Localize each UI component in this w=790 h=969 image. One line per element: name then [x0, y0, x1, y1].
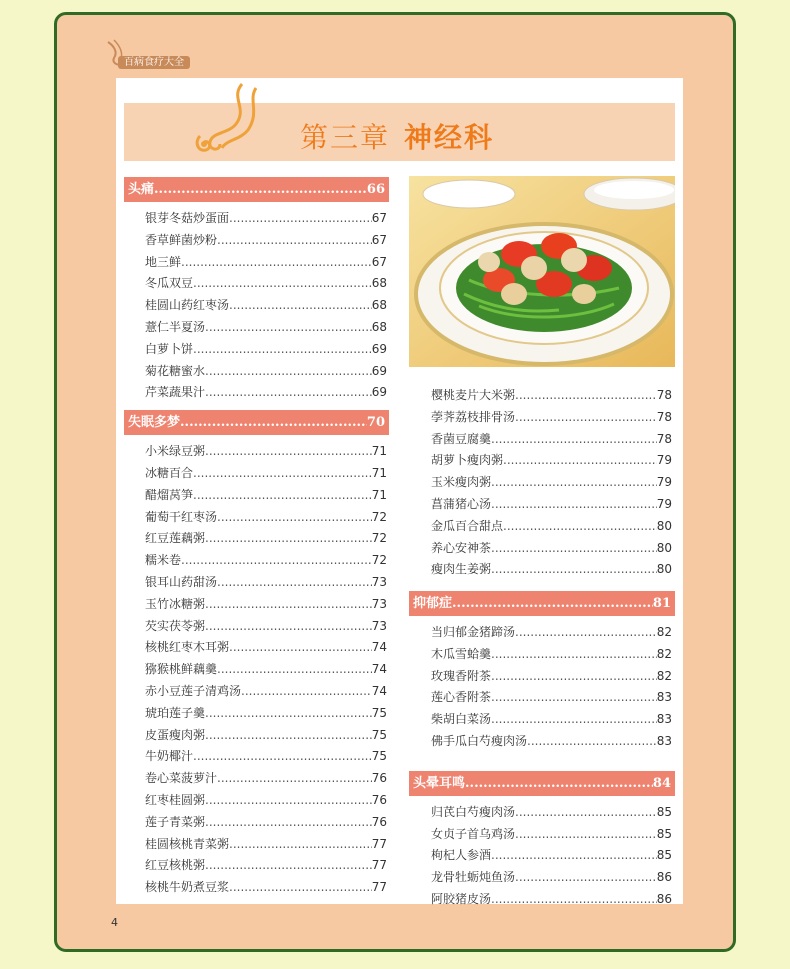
dot-leader	[193, 273, 372, 293]
toc-entry[interactable]	[431, 867, 672, 887]
entry-page: 75	[371, 749, 387, 764]
toc-entry[interactable]	[431, 494, 672, 514]
dot-leader	[515, 824, 657, 844]
toc-entry[interactable]	[145, 273, 387, 293]
dot-leader	[193, 485, 372, 505]
toc-entry[interactable]	[431, 845, 672, 865]
dot-leader	[217, 659, 372, 679]
dot-leader	[154, 177, 367, 202]
dot-leader	[491, 666, 657, 686]
entry-title: 地三鲜	[145, 254, 182, 269]
entry-title: 木瓜雪蛤羹	[431, 646, 492, 661]
toc-entry[interactable]	[431, 824, 672, 844]
entry-page: 67	[371, 211, 387, 225]
entry-page: 71	[371, 466, 387, 480]
entry-title: 枸杞人参酒	[431, 848, 492, 863]
toc-entry[interactable]	[431, 538, 672, 558]
entry-title: 香菌豆腐羹	[431, 431, 492, 446]
toc-entry[interactable]	[431, 429, 672, 449]
toc-entry[interactable]	[145, 528, 387, 548]
dot-leader	[241, 681, 372, 701]
entry-page: 86	[656, 892, 672, 906]
entry-page: 69	[371, 341, 387, 356]
section-header[interactable]	[124, 177, 389, 202]
entry-page: 74	[371, 662, 387, 677]
entry-title: 金瓜百合甜点	[431, 518, 504, 533]
entry-page: 72	[371, 509, 387, 524]
dot-leader	[205, 725, 372, 745]
entry-title: 胡萝卜瘦肉粥	[431, 453, 504, 468]
entry-page: 73	[371, 596, 387, 611]
entry-title: 银芽冬菇炒蛋面	[145, 211, 230, 225]
dot-leader	[229, 834, 372, 854]
entry-title: 莲子青菜粥	[145, 814, 206, 829]
toc-entry[interactable]	[145, 252, 387, 272]
toc-entry[interactable]	[145, 768, 387, 788]
dot-leader	[205, 361, 372, 381]
dot-leader	[205, 317, 372, 337]
dot-leader	[205, 703, 372, 723]
entry-page: 71	[371, 487, 387, 502]
toc-entry[interactable]	[431, 472, 672, 492]
dot-leader	[205, 594, 372, 614]
dot-leader	[503, 450, 657, 470]
toc-entry[interactable]	[431, 559, 672, 579]
toc-entry[interactable]	[145, 834, 387, 854]
entry-title: 卷心菜菠萝汁	[145, 771, 218, 786]
entry-page: 77	[371, 858, 387, 873]
toc-entry[interactable]	[145, 637, 387, 657]
entry-title: 玫瑰香附茶	[431, 668, 492, 683]
dot-leader	[515, 622, 657, 642]
chapter-name: 神经科	[404, 121, 495, 154]
dot-leader	[181, 252, 372, 272]
dot-leader	[515, 385, 657, 405]
entry-title: 玉米瘦肉粥	[431, 475, 492, 490]
entry-page: 77	[371, 836, 387, 851]
dot-leader	[515, 802, 657, 822]
dot-leader	[205, 441, 372, 461]
entry-page: 77	[371, 880, 387, 895]
entry-page: 72	[371, 553, 387, 568]
entry-page: 82	[656, 668, 672, 683]
entry-page: 85	[656, 848, 672, 863]
entry-page: 69	[371, 363, 387, 378]
section-page: 66	[366, 182, 385, 197]
section-page: 84	[652, 775, 671, 791]
toc-entry[interactable]	[145, 485, 387, 505]
section-title: 抑郁症	[413, 596, 453, 611]
toc-entry[interactable]	[145, 295, 387, 315]
toc-entry[interactable]	[431, 385, 672, 405]
dot-leader	[491, 494, 657, 514]
dot-leader	[491, 889, 657, 909]
dot-leader	[217, 507, 372, 527]
entry-page: 83	[656, 734, 672, 748]
entry-title: 柴胡白菜汤	[431, 712, 492, 727]
entry-page: 80	[656, 518, 672, 533]
entry-title: 荸荠荔枝排骨汤	[431, 409, 516, 424]
entry-title: 冰糖百合	[145, 466, 194, 480]
entry-title: 猕猴桃鲜藕羹	[145, 662, 218, 677]
entry-page: 80	[656, 562, 672, 577]
toc-entry[interactable]	[145, 230, 387, 250]
entry-title: 瘦肉生姜粥	[431, 562, 492, 577]
dot-leader	[181, 550, 372, 570]
entry-page: 67	[371, 254, 387, 269]
entry-page: 76	[371, 793, 387, 807]
entry-title: 阿胶猪皮汤	[431, 892, 492, 906]
entry-page: 74	[371, 640, 387, 655]
page-number: 4	[111, 916, 118, 929]
section-page: 70	[366, 415, 385, 431]
toc-entry[interactable]	[145, 382, 387, 402]
entry-page: 76	[371, 771, 387, 786]
toc-entry[interactable]	[145, 463, 387, 483]
chapter-ornament-icon	[190, 80, 268, 158]
entry-page: 68	[371, 276, 387, 291]
entry-title: 赤小豆莲子清鸡汤	[145, 684, 242, 698]
entry-page: 79	[656, 497, 672, 511]
entry-title: 芡实茯苓粥	[145, 618, 206, 633]
entry-page: 82	[656, 625, 672, 639]
toc-entry[interactable]	[145, 441, 387, 461]
dot-leader	[193, 746, 372, 766]
entry-page: 85	[656, 804, 672, 819]
dot-leader	[205, 382, 372, 402]
dot-leader	[217, 768, 372, 788]
toc-entry[interactable]	[145, 855, 387, 875]
entry-page: 80	[656, 540, 672, 555]
dot-leader	[491, 709, 657, 729]
toc-entry[interactable]	[431, 407, 672, 427]
section-title: 头晕耳鸣	[413, 775, 466, 791]
dot-leader	[491, 538, 657, 558]
section-header[interactable]	[409, 591, 675, 616]
entry-title: 菊花糖蜜水	[145, 363, 206, 378]
entry-title: 红豆莲藕粥	[145, 531, 206, 546]
toc-entry[interactable]	[431, 709, 672, 729]
entry-title: 银耳山药甜汤	[145, 575, 218, 589]
section-header[interactable]	[124, 410, 389, 435]
toc-entry[interactable]	[145, 594, 387, 614]
dot-leader	[229, 208, 372, 228]
dot-leader	[527, 731, 657, 751]
entry-title: 葡萄干红枣汤	[145, 509, 218, 524]
entry-page: 78	[656, 388, 672, 402]
food-photo-image	[409, 176, 675, 367]
entry-page: 68	[371, 320, 387, 334]
toc-entry[interactable]	[431, 687, 672, 707]
entry-title: 核桃牛奶煮豆浆	[145, 880, 230, 895]
entry-page: 83	[656, 690, 672, 705]
toc-entry[interactable]	[145, 507, 387, 527]
toc-entry[interactable]	[145, 790, 387, 810]
dot-leader	[205, 812, 372, 832]
entry-title: 樱桃麦片大米粥	[431, 388, 516, 402]
entry-page: 79	[656, 475, 672, 490]
toc-entry[interactable]	[145, 725, 387, 745]
entry-title: 当归郁金猪蹄汤	[431, 625, 516, 639]
toc-entry[interactable]	[431, 644, 672, 664]
toc-entry[interactable]	[431, 731, 672, 751]
dot-leader	[217, 572, 372, 592]
entry-page: 68	[371, 298, 387, 313]
section-header[interactable]	[409, 771, 675, 796]
entry-title: 养心安神茶	[431, 540, 492, 555]
entry-page: 69	[371, 385, 387, 400]
entry-page: 73	[371, 575, 387, 589]
entry-title: 核桃红枣木耳粥	[145, 640, 230, 655]
entry-page: 79	[656, 453, 672, 468]
dot-leader	[229, 877, 372, 897]
toc-entry[interactable]	[431, 889, 672, 909]
dot-leader	[491, 644, 657, 664]
toc-entry[interactable]	[145, 550, 387, 570]
entry-title: 醋熘莴笋	[145, 487, 194, 502]
toc-entry[interactable]	[145, 339, 387, 359]
dot-leader	[503, 516, 657, 536]
entry-title: 香草鲜菌炒粉	[145, 232, 218, 247]
dot-leader	[515, 407, 657, 427]
toc-entry[interactable]	[145, 681, 387, 701]
entry-title: 小米绿豆粥	[145, 444, 206, 459]
entry-page: 72	[371, 531, 387, 546]
section-page: 81	[652, 596, 671, 611]
dot-leader	[205, 528, 372, 548]
entry-title: 佛手瓜白芍瘦肉汤	[431, 734, 528, 748]
entry-title: 红豆核桃粥	[145, 858, 206, 873]
entry-title: 白萝卜饼	[145, 341, 194, 356]
dot-leader	[217, 230, 372, 250]
toc-entry[interactable]	[145, 877, 387, 897]
dot-leader	[491, 687, 657, 707]
entry-title: 薏仁半夏汤	[145, 320, 206, 334]
chapter-title	[300, 116, 494, 156]
toc-entry[interactable]	[431, 516, 672, 536]
section-title: 失眠多梦	[128, 415, 181, 431]
toc-entry[interactable]	[145, 812, 387, 832]
entry-page: 78	[656, 409, 672, 424]
toc-entry[interactable]	[431, 622, 672, 642]
chapter-number: 第三章	[300, 121, 391, 154]
entry-page: 74	[371, 684, 387, 698]
dot-leader	[491, 845, 657, 865]
dot-leader	[193, 339, 372, 359]
dot-leader	[452, 591, 653, 616]
entry-title: 芹菜蔬果汁	[145, 385, 206, 400]
toc-entry[interactable]	[431, 450, 672, 470]
entry-title: 龙骨牡蛎炖鱼汤	[431, 870, 516, 885]
entry-title: 牛奶椰汁	[145, 749, 194, 764]
entry-page: 73	[371, 618, 387, 633]
toc-entry[interactable]	[145, 659, 387, 679]
dot-leader	[465, 771, 653, 796]
food-photo	[409, 176, 675, 367]
dot-leader	[229, 637, 372, 657]
dot-leader	[491, 429, 657, 449]
entry-title: 莲心香附茶	[431, 690, 492, 705]
entry-title: 玉竹冰糖粥	[145, 596, 206, 611]
toc-entry[interactable]	[145, 317, 387, 337]
entry-title: 糯米卷	[145, 553, 182, 568]
entry-title: 女贞子首乌鸡汤	[431, 826, 516, 841]
toc-entry[interactable]	[431, 802, 672, 822]
section-title: 头痛	[128, 182, 155, 197]
entry-page: 82	[656, 646, 672, 661]
entry-title: 红枣桂圆粥	[145, 793, 206, 807]
toc-entry[interactable]	[431, 666, 672, 686]
toc-entry[interactable]	[145, 208, 387, 228]
entry-page: 67	[371, 232, 387, 247]
entry-page: 76	[371, 814, 387, 829]
toc-entry[interactable]	[145, 746, 387, 766]
dot-leader	[491, 472, 657, 492]
dot-leader	[491, 559, 657, 579]
dot-leader	[515, 867, 657, 887]
entry-page: 75	[371, 727, 387, 742]
entry-title: 皮蛋瘦肉粥	[145, 727, 206, 742]
dot-leader	[205, 790, 372, 810]
dot-leader	[205, 855, 372, 875]
entry-page: 71	[371, 444, 387, 459]
toc-entry[interactable]	[145, 703, 387, 723]
dot-leader	[193, 463, 372, 483]
entry-title: 桂圆核桃青菜粥	[145, 836, 230, 851]
dot-leader	[205, 616, 372, 636]
entry-title: 归芪白芍瘦肉汤	[431, 804, 516, 819]
entry-title: 琥珀莲子羹	[145, 705, 206, 720]
entry-page: 75	[371, 705, 387, 720]
toc-entry[interactable]	[145, 361, 387, 381]
dot-leader	[229, 295, 372, 315]
entry-page: 85	[656, 826, 672, 841]
book-title-tag: 百病食疗大全	[118, 56, 190, 69]
dot-leader	[180, 410, 367, 435]
toc-entry[interactable]	[145, 616, 387, 636]
entry-title: 冬瓜双豆	[145, 276, 194, 291]
entry-title: 桂圆山药红枣汤	[145, 298, 230, 313]
toc-entry[interactable]	[145, 572, 387, 592]
entry-title: 菖蒲猪心汤	[431, 497, 492, 511]
entry-page: 83	[656, 712, 672, 727]
entry-page: 78	[656, 431, 672, 446]
entry-page: 86	[656, 870, 672, 885]
